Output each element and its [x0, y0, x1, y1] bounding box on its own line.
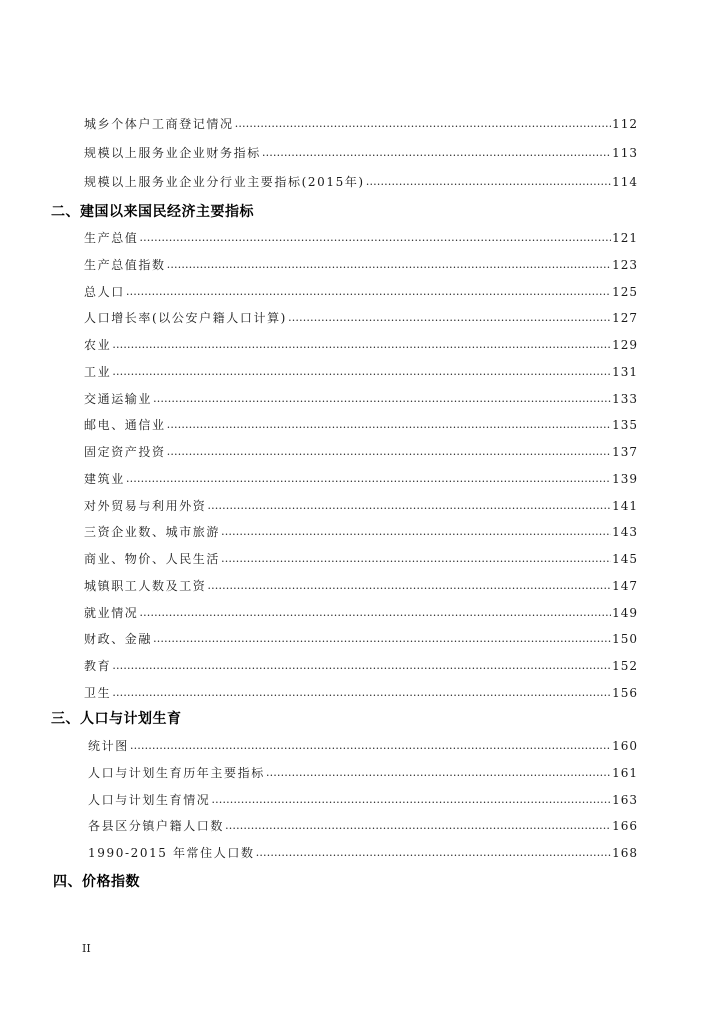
toc-entry-title: 就业情况 [84, 606, 139, 620]
toc-entry-page: 168 [612, 846, 638, 860]
toc-entry[interactable] [84, 280, 638, 300]
toc-entry[interactable] [84, 170, 638, 190]
toc-entry-title: 财政、金融 [84, 632, 153, 646]
leader-dots [256, 845, 612, 861]
toc-entry-page: 127 [612, 311, 638, 325]
toc-entry[interactable] [84, 112, 638, 132]
leader-dots [207, 498, 611, 514]
toc-entry-title: 交通运输业 [84, 392, 153, 406]
leader-dots [366, 174, 611, 190]
toc-entry-page: 121 [612, 231, 638, 245]
toc-entry-title: 农业 [84, 338, 112, 352]
toc-entry[interactable] [88, 788, 638, 808]
leader-dots [288, 310, 611, 326]
leader-dots [225, 818, 611, 834]
toc-entry-page: 123 [612, 258, 638, 272]
toc-entry[interactable] [84, 547, 638, 567]
toc-entry-page: 161 [612, 766, 638, 780]
toc-entry[interactable] [84, 627, 638, 647]
toc-entry-title: 总人口 [84, 285, 125, 299]
toc-entry[interactable] [84, 333, 638, 353]
toc-entry-page: 150 [612, 632, 638, 646]
leader-dots [112, 364, 611, 380]
toc-entry-page: 129 [612, 338, 638, 352]
leader-dots [266, 765, 611, 781]
toc-entry[interactable] [84, 226, 638, 246]
leader-dots [153, 391, 611, 407]
toc-entry-page: 156 [612, 686, 638, 700]
toc-entry-title: 统计图 [88, 739, 129, 753]
toc-entry-page: 133 [612, 392, 638, 406]
toc-entry-page: 112 [612, 117, 638, 131]
toc-entry[interactable] [84, 467, 638, 487]
toc-entry-page: 135 [612, 418, 638, 432]
toc-entry-title: 生产总值 [84, 231, 139, 245]
toc-entry-title: 三资企业数、城市旅游 [84, 525, 221, 539]
toc-entry-title: 建筑业 [84, 472, 125, 486]
toc-entry-page: 137 [612, 445, 638, 459]
toc-entry-page: 143 [612, 525, 638, 539]
toc-entry-page: 166 [612, 819, 638, 833]
toc-entry-title: 人口与计划生育历年主要指标 [88, 766, 265, 780]
leader-dots [112, 685, 611, 701]
toc-entry-title: 人口与计划生育情况 [88, 793, 211, 807]
toc-entry[interactable] [84, 574, 638, 594]
toc-entry-page: 113 [612, 146, 638, 160]
toc-entry-page: 139 [612, 472, 638, 486]
leader-dots [167, 257, 611, 273]
toc-entry[interactable] [84, 681, 638, 701]
toc-entry-title: 商业、物价、人民生活 [84, 552, 221, 566]
leader-dots [167, 417, 611, 433]
toc-entry[interactable] [84, 253, 638, 273]
toc-entry-title: 邮电、通信业 [84, 418, 166, 432]
section-heading-2[interactable]: 二、建国以来国民经济主要指标 [51, 204, 254, 220]
toc-entry-title: 城乡个体户工商登记情况 [84, 117, 234, 131]
toc-entry-title: 1990-2015 年常住人口数 [88, 846, 255, 860]
toc-entry-title: 规模以上服务业企业分行业主要指标(2015年) [84, 175, 365, 189]
toc-entry[interactable] [84, 440, 638, 460]
toc-entry-page: 160 [612, 739, 638, 753]
leader-dots [126, 284, 611, 300]
leader-dots [211, 792, 611, 808]
leader-dots [221, 524, 611, 540]
leader-dots [207, 578, 611, 594]
toc-entry[interactable] [84, 413, 638, 433]
toc-entry[interactable] [84, 601, 638, 621]
toc-entry-title: 教育 [84, 659, 112, 673]
toc-entry[interactable] [84, 141, 638, 161]
toc-entry[interactable] [84, 360, 638, 380]
leader-dots [112, 658, 611, 674]
leader-dots [235, 116, 611, 132]
toc-entry-title: 各县区分镇户籍人口数 [88, 819, 225, 833]
toc-entry[interactable] [88, 841, 638, 861]
leader-dots [139, 605, 611, 621]
toc-entry-page: 141 [612, 499, 638, 513]
toc-entry-page: 149 [612, 606, 638, 620]
toc-entry-page: 152 [612, 659, 638, 673]
toc-entry-title: 城镇职工人数及工资 [84, 579, 207, 593]
toc-entry-title: 人口增长率(以公安户籍人口计算) [84, 311, 287, 325]
toc-entry-title: 卫生 [84, 686, 112, 700]
leader-dots [221, 551, 611, 567]
toc-entry[interactable] [88, 761, 638, 781]
leader-dots [262, 145, 611, 161]
toc-entry-title: 工业 [84, 365, 112, 379]
section-heading-4[interactable]: 四、价格指数 [53, 874, 140, 890]
toc-entry[interactable] [84, 387, 638, 407]
leader-dots [130, 738, 611, 754]
toc-entry-title: 固定资产投资 [84, 445, 166, 459]
leader-dots [126, 471, 611, 487]
page-number: II [82, 942, 91, 955]
toc-entry-page: 163 [612, 793, 638, 807]
toc-entry-page: 145 [612, 552, 638, 566]
section-heading-3[interactable]: 三、人口与计划生育 [51, 711, 182, 727]
toc-entry-page: 131 [612, 365, 638, 379]
leader-dots [167, 444, 611, 460]
toc-entry-title: 规模以上服务业企业财务指标 [84, 146, 261, 160]
toc-entry-page: 147 [612, 579, 638, 593]
toc-entry[interactable] [84, 306, 638, 326]
leader-dots [139, 230, 611, 246]
toc-entry-title: 对外贸易与利用外资 [84, 499, 207, 513]
leader-dots [153, 631, 611, 647]
leader-dots [112, 337, 611, 353]
toc-entry[interactable] [84, 494, 638, 514]
toc-entry[interactable] [84, 654, 638, 674]
toc-entry-title: 生产总值指数 [84, 258, 166, 272]
toc-entry[interactable] [88, 814, 638, 834]
toc-entry-page: 114 [612, 175, 638, 189]
toc-entry-page: 125 [612, 285, 638, 299]
toc-entry[interactable] [88, 734, 638, 754]
toc-entry[interactable] [84, 520, 638, 540]
